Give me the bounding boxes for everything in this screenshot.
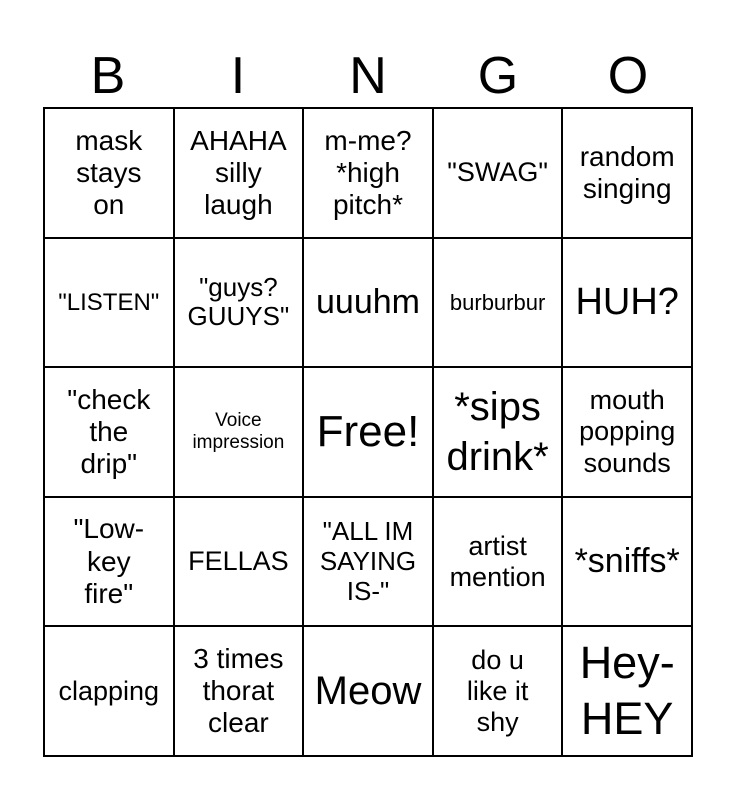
free-space-text: Free! xyxy=(316,406,420,456)
header-letter-b: B xyxy=(90,47,126,105)
bingo-cell[interactable] xyxy=(562,108,692,238)
bingo-cell[interactable] xyxy=(303,238,433,368)
bingo-cell[interactable] xyxy=(433,238,563,368)
cell-text: "Low- key fire" xyxy=(73,513,145,609)
cell-text: "ALL IM SAYING IS-" xyxy=(319,515,417,606)
bingo-cell[interactable] xyxy=(433,626,563,756)
cell-text: uuuhm xyxy=(316,282,420,321)
cell-text: AHAHA silly laugh xyxy=(190,124,287,220)
bingo-cell[interactable] xyxy=(303,626,433,756)
bingo-cell[interactable] xyxy=(174,108,304,238)
cell-text: "LISTEN" xyxy=(58,288,160,316)
bingo-cell[interactable] xyxy=(433,497,563,627)
cell-text: "check the drip" xyxy=(67,383,151,480)
cell-text: m-me? *high pitch* xyxy=(324,124,412,220)
bingo-cell[interactable] xyxy=(303,108,433,238)
cell-text: Hey- HEY xyxy=(579,636,675,745)
bingo-cell[interactable] xyxy=(174,367,304,497)
bingo-cell[interactable] xyxy=(44,626,174,756)
bingo-cell[interactable] xyxy=(433,367,563,497)
cell-text: mask stays on xyxy=(75,124,143,220)
free-space-cell[interactable] xyxy=(303,367,433,497)
bingo-cell[interactable] xyxy=(174,238,304,368)
header-letter-n: N xyxy=(349,47,387,105)
cell-text: burburbur xyxy=(449,289,546,315)
cell-text: do u like it shy xyxy=(466,644,529,737)
cell-text: Meow xyxy=(314,669,422,714)
bingo-cell[interactable] xyxy=(562,367,692,497)
bingo-cell[interactable] xyxy=(174,626,304,756)
cell-text: "SWAG" xyxy=(447,157,548,188)
header-letter-i: I xyxy=(230,47,246,105)
cell-text: HUH? xyxy=(575,280,679,323)
bingo-cell[interactable] xyxy=(44,238,174,368)
bingo-cell[interactable] xyxy=(562,238,692,368)
cell-text: "guys? GUUYS" xyxy=(187,271,290,332)
bingo-header xyxy=(43,46,693,106)
header-letter-o: O xyxy=(607,47,649,105)
bingo-cell[interactable] xyxy=(303,497,433,627)
bingo-cell[interactable] xyxy=(44,367,174,497)
bingo-cell[interactable] xyxy=(562,497,692,627)
bingo-cell[interactable] xyxy=(174,497,304,627)
bingo-cell[interactable] xyxy=(44,497,174,627)
cell-text: mouth popping sounds xyxy=(579,385,676,478)
cell-text: clapping xyxy=(58,675,160,706)
cell-text: 3 times thorat clear xyxy=(193,642,284,739)
cell-text: FELLAS xyxy=(188,546,289,577)
cell-text: *sips drink* xyxy=(446,384,549,479)
bingo-board xyxy=(43,107,693,757)
bingo-cell[interactable] xyxy=(562,626,692,756)
cell-text: artist mention xyxy=(449,530,546,592)
cell-text: Voice impression xyxy=(192,410,285,453)
bingo-cell[interactable] xyxy=(44,108,174,238)
header-letter-g: G xyxy=(477,47,519,105)
cell-text: *sniffs* xyxy=(574,542,680,581)
bingo-cell[interactable] xyxy=(433,108,563,238)
cell-text: random singing xyxy=(579,140,675,204)
